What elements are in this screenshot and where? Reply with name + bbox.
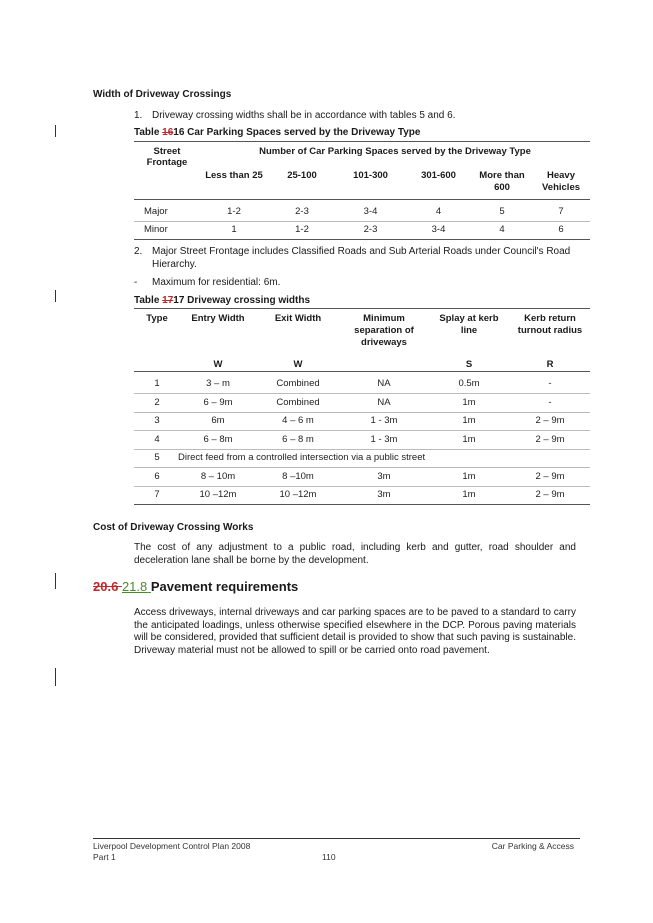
table16-column-header: 25-100 [287,170,317,181]
table16-group-header: Number of Car Parking Spaces served by the Driveway Type [259,146,531,157]
inserted-section-number: 21.8 [121,579,148,594]
table-cell: 6 – 9m [203,396,233,408]
table17-symbol: W [213,359,223,370]
pavement-paragraph: Access driveways, internal driveways and car parking spaces are to be paved to a standard to carry the anticipated loadings, unless otherwise specified elsewhere in the DCP. Porous paving materials will be considered, provided that sufficient detail is provided to show that such paving is sustainable. Driveway material must not be allowed to spill or be carried onto road pavement. [134,607,576,656]
table-cell: 4 – 6 m [282,415,314,426]
table-cell: 7 [558,206,564,217]
table-row-rule [134,504,590,505]
table-cell: 1 [231,224,237,235]
section-heading-cost: Cost of Driveway Crossing Works [93,522,254,533]
table-cell: 1m [462,470,476,482]
table-cell: 2 – 9m [535,489,565,500]
table-cell: 3-4 [363,206,378,217]
table-cell: 6m [211,415,225,426]
table-cell: 4 [435,206,442,217]
table-cell: 1-2 [227,206,241,217]
table17-column-header: Kerb return turnout radius [517,313,583,336]
table-cell: - [548,396,552,408]
table-cell: Combined [276,396,320,408]
table-row-label: Major [144,206,168,217]
table-cell: 8 – 10m [200,470,236,482]
table-cell: 1m [462,396,476,408]
table-cell: NA [377,378,391,389]
table-cell: 3 [154,415,160,426]
table-cell: 4 [154,433,160,445]
table16-column-header: Heavy Vehicles [541,170,581,193]
change-bar [55,668,56,686]
dash: - [134,277,138,288]
table-cell: 2-3 [295,206,309,217]
table-cell: 3 – m [206,378,230,389]
table17-symbol: S [465,359,473,370]
table-cell: 0.5m [458,378,480,389]
caption-rest: Car Parking Spaces served by the Driveway Type [184,127,421,138]
section-heading-driveway-width: Width of Driveway Crossings [93,89,232,100]
table-cell: 1 - 3m [370,433,398,445]
table-cell: 6 [558,224,564,235]
table17-symbol: R [546,359,554,370]
deleted-section-number: 20.6 [93,579,119,594]
table16-column-header: 101-300 [353,170,388,181]
table-row-rule [134,393,590,394]
table-cell: 2-3 [363,224,378,235]
table-cell: 3m [377,470,391,482]
table-row-rule [134,486,590,487]
caption-prefix: Table [134,295,163,306]
inserted-number: 17 [173,295,185,306]
table-cell: 1 - 3m [370,415,398,426]
table-cell: 10 –12m [279,489,317,500]
table17-column-header: Type [146,313,168,324]
table-cell: 2 – 9m [535,415,565,426]
table-cell: 1m [462,415,476,426]
table17-column-header: Entry Width [191,313,245,324]
table-rule [134,199,590,200]
caption-prefix: Table [134,127,163,138]
table-cell: 5 [154,452,160,463]
table-row-rule [134,430,590,431]
table-cell: - [548,378,552,389]
change-bar [55,125,56,137]
table17-column-header: Minimum separation of driveways [354,313,414,348]
table17-column-header: Exit Width [274,313,322,324]
list-item-text: Driveway crossing widths shall be in accordance with tables 5 and 6. [152,110,456,121]
footer-doc-title: Liverpool Development Control Plan 2008 [93,841,251,851]
section-heading-pavement [93,579,298,594]
note-dash-text: Maximum for residential: 6m. [152,277,281,288]
table17-caption [134,295,310,306]
table-cell: 2 – 9m [535,433,565,445]
table-cell: 2 – 9m [535,470,565,482]
deleted-number: 17 [162,295,174,306]
cost-paragraph: The cost of any adjustment to a public road, including kerb and gutter, road shoulder and deceleration lane shall be borne by the development. [134,542,576,566]
table-cell: 6 – 8 m [282,433,314,445]
table-cell: 3m [377,489,391,500]
table-cell: 2 [154,396,160,408]
table16-caption [134,127,420,138]
table-cell: 1m [462,433,476,445]
table16-column-header: Less than 25 [205,170,263,181]
table-cell: Combined [276,378,320,389]
table-cell: 1-2 [295,224,309,235]
note-text: Major Street Frontage includes Classified Roads and Sub Arterial Roads under Council's Road Hierarchy. [152,246,571,270]
table-cell-span: Direct feed from a controlled intersection via a public street [178,452,426,463]
table17-symbol: W [293,359,303,370]
table17-column-header: Splay at kerb line [439,313,499,336]
table-cell: 10 –12m [199,489,237,500]
table16-column-header: More than 600 [479,170,525,193]
deleted-number: 16 [162,127,174,138]
table-row-rule [134,239,590,240]
footer-page-number: 110 [322,852,336,862]
table-rule [134,308,590,309]
table-cell: 6 [154,470,160,482]
table-row-rule [134,221,590,222]
table-cell: NA [377,396,391,408]
table-cell: 6 – 8m [203,433,233,445]
caption-rest: Driveway crossing widths [184,295,311,306]
table-cell: 5 [499,206,505,217]
change-bar [55,290,56,302]
table-cell: 4 [499,224,505,235]
table-cell: 7 [154,489,160,500]
table-row-label: Minor [144,224,168,235]
table-cell: 1m [462,489,476,500]
table-rule [134,141,590,142]
table-cell: 3-4 [431,224,446,235]
inserted-number: 16 [173,127,185,138]
footer-section: Car Parking & Access [491,841,574,851]
change-bar [55,573,56,589]
table-row-rule [134,449,590,450]
table16-header-street: Street Frontage [146,146,188,168]
list-number: 1. [134,110,143,121]
footer-rule [93,838,580,839]
note-number: 2. [134,246,143,257]
table-row-rule [134,412,590,413]
footer-part: Part 1 [93,852,116,862]
table-cell: 1 [154,378,160,389]
table-row-rule [134,467,590,468]
section-title: Pavement requirements [150,579,299,594]
table16-column-header: 301-600 [421,170,456,181]
table-rule [134,371,590,372]
table-cell: 8 –10m [282,470,314,482]
